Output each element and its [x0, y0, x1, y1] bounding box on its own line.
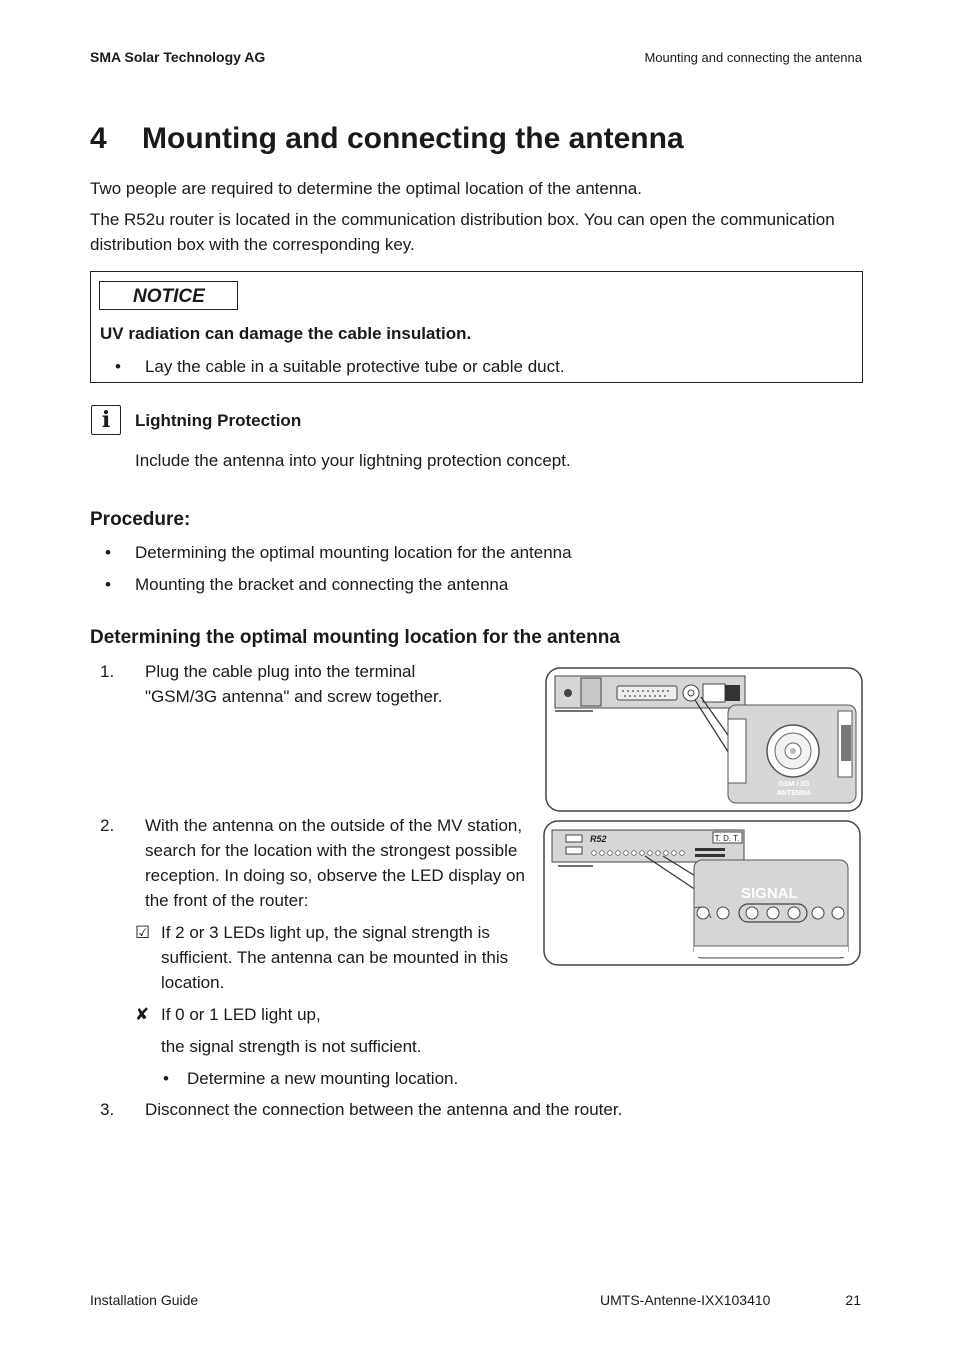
figure1-label-line-2: ANTENNA [776, 790, 812, 797]
chapter-title [90, 122, 684, 156]
bullet-dot: • [115, 357, 121, 376]
bullet-dot: • [105, 575, 111, 594]
step-2-line-3: reception. In doing so, observe the LED display on [145, 866, 525, 885]
step-number: 1. [100, 662, 115, 681]
figure2-model: R52 [590, 834, 607, 844]
step-3 [100, 1097, 700, 1123]
bullet-dot: • [163, 1069, 169, 1088]
procedure-item [105, 543, 572, 563]
step-number: 2. [100, 816, 115, 835]
notice-box [90, 271, 863, 383]
footer-left: Installation Guide [90, 1292, 199, 1308]
info-text: Include the antenna into your lightning protection concept. [135, 451, 571, 470]
cross-icon: ✘ [135, 1005, 150, 1024]
procedure-item [105, 575, 508, 595]
figure1-label-line-1: GSM / 3G [778, 781, 810, 788]
intro-paragraph-2-line-1: The R52u router is located in the communication distribution box. You can open the communication [90, 210, 835, 229]
footer-doc-id: UMTS-Antenne-IXX103410 [600, 1292, 771, 1308]
result-ok [135, 920, 535, 1000]
checkbox-checked-icon: ☑ [135, 923, 151, 942]
intro-paragraph-2-line-2: distribution box with the corresponding key. [90, 235, 415, 254]
figure2-signal-label: SIGNAL [741, 885, 798, 902]
step-number: 3. [100, 1100, 115, 1119]
intro-paragraph-1: Two people are required to determine the optimal location of the antenna. [90, 179, 642, 198]
chapter-number: 4 [90, 122, 107, 155]
result-bad-bullet [163, 1066, 543, 1092]
info-title: Lightning Protection [135, 411, 302, 430]
info-icon: i [91, 405, 121, 435]
procedure-item-text: Mounting the bracket and connecting the antenna [135, 575, 509, 594]
step-1 [100, 659, 520, 719]
footer-page-number: 21 [845, 1292, 861, 1308]
step-2-line-1: With the antenna on the outside of the MV station, [145, 816, 523, 835]
step-2-line-4: the front of the router: [145, 891, 309, 910]
figure-antenna-terminal [545, 667, 863, 812]
notice-bullet-text: Lay the cable in a suitable protective tube or cable duct. [144, 357, 565, 376]
result-bad [135, 1002, 535, 1030]
step-1-line-1: Plug the cable plug into the terminal [145, 662, 416, 681]
step-1-line-2: "GSM/3G antenna" and screw together. [145, 687, 443, 706]
result-bad-bullet-text: Determine a new mounting location. [187, 1069, 459, 1088]
bullet-dot: • [105, 543, 111, 562]
result-ok-line-3: location. [161, 973, 225, 992]
chapter-title-text: Mounting and connecting the antenna [142, 122, 684, 155]
header-section: Mounting and connecting the antenna [644, 50, 862, 65]
step-3-text: Disconnect the connection between the antenna and the router. [145, 1100, 623, 1119]
section-heading: Determining the optimal mounting location for the antenna [90, 627, 620, 648]
procedure-item-text: Determining the optimal mounting location for the antenna [135, 543, 572, 562]
procedure-heading: Procedure: [90, 509, 191, 530]
notice-title: UV radiation can damage the cable insulation. [100, 324, 472, 343]
step-2 [100, 813, 540, 923]
result-ok-line-2: sufficient. The antenna can be mounted in this [161, 948, 509, 967]
notice-label: NOTICE [99, 281, 238, 310]
result-bad-line-1: If 0 or 1 LED light up, [161, 1005, 321, 1024]
figure2-brand: T. D. T. [714, 834, 740, 843]
step-2-line-2: search for the location with the strongest possible [145, 841, 518, 860]
header-company: SMA Solar Technology AG [90, 49, 266, 65]
result-bad-line-2: the signal strength is not sufficient. [161, 1037, 422, 1056]
result-ok-line-1: If 2 or 3 LEDs light up, the signal strength is [161, 923, 490, 942]
notice-bullet [115, 357, 565, 377]
figure-signal-leds [543, 820, 861, 966]
